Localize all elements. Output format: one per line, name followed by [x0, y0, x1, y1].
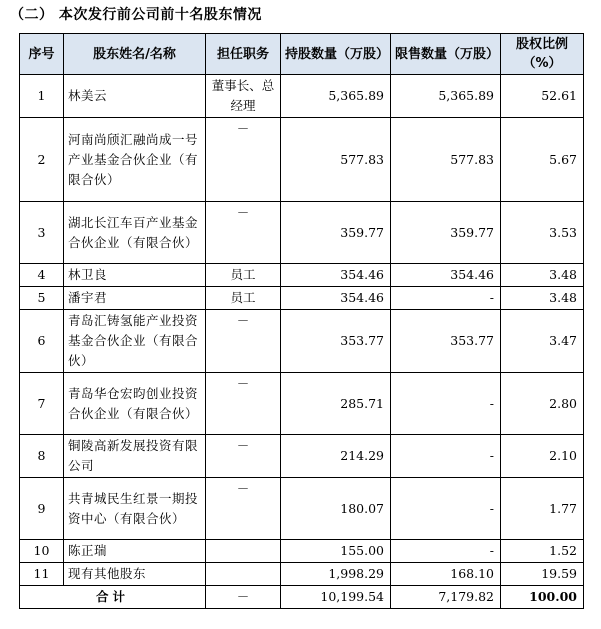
- table-row: [20, 435, 584, 478]
- row-restricted: 168.10: [391, 563, 501, 586]
- row-restricted: 577.83: [391, 118, 501, 202]
- row-name: 湖北长江车百产业基金合伙企业（有限合伙）: [64, 202, 206, 264]
- row-ratio: 2.80: [501, 373, 584, 435]
- row-restricted: -: [391, 373, 501, 435]
- table-row: [20, 373, 584, 435]
- row-no: 9: [20, 478, 64, 540]
- row-position: 员工: [206, 264, 281, 287]
- table-row: [20, 287, 584, 310]
- row-no: 7: [20, 373, 64, 435]
- total-label: 合计: [20, 586, 206, 609]
- header-held: 持股数量（万股）: [281, 34, 391, 75]
- row-position: －: [206, 435, 281, 478]
- table-row: [20, 563, 584, 586]
- row-no: 10: [20, 540, 64, 563]
- row-position: [206, 563, 281, 586]
- row-ratio: 52.61: [501, 75, 584, 118]
- row-position: －: [206, 202, 281, 264]
- row-position: 董事长、总经理: [206, 75, 281, 118]
- table-header-row: [20, 34, 584, 75]
- row-restricted: 359.77: [391, 202, 501, 264]
- table-row: [20, 202, 584, 264]
- row-restricted: 5,365.89: [391, 75, 501, 118]
- row-restricted: -: [391, 478, 501, 540]
- total-ratio: 100.00: [501, 586, 584, 609]
- row-restricted: -: [391, 287, 501, 310]
- row-held: 285.71: [281, 373, 391, 435]
- row-restricted: 353.77: [391, 310, 501, 373]
- row-restricted: -: [391, 435, 501, 478]
- row-no: 4: [20, 264, 64, 287]
- row-ratio: 3.47: [501, 310, 584, 373]
- header-no: 序号: [20, 34, 64, 75]
- table-row: [20, 75, 584, 118]
- row-ratio: 1.52: [501, 540, 584, 563]
- row-held: 353.77: [281, 310, 391, 373]
- total-restricted: 7,179.82: [391, 586, 501, 609]
- row-held: 180.07: [281, 478, 391, 540]
- row-position: －: [206, 118, 281, 202]
- row-no: 11: [20, 563, 64, 586]
- row-held: 155.00: [281, 540, 391, 563]
- table-row: [20, 310, 584, 373]
- row-name: 潘宇君: [64, 287, 206, 310]
- total-held: 10,199.54: [281, 586, 391, 609]
- row-name: 陈正瑞: [64, 540, 206, 563]
- row-held: 577.83: [281, 118, 391, 202]
- row-ratio: 19.59: [501, 563, 584, 586]
- row-name: 林卫良: [64, 264, 206, 287]
- row-name: 现有其他股东: [64, 563, 206, 586]
- table-row: [20, 264, 584, 287]
- row-ratio: 3.53: [501, 202, 584, 264]
- row-ratio: 3.48: [501, 264, 584, 287]
- row-ratio: 1.77: [501, 478, 584, 540]
- section-title: （二） 本次发行前公司前十名股东情况: [10, 7, 262, 23]
- row-name: 林美云: [64, 75, 206, 118]
- shareholder-table: [19, 33, 584, 609]
- row-position: －: [206, 310, 281, 373]
- row-position: －: [206, 373, 281, 435]
- row-no: 5: [20, 287, 64, 310]
- header-restricted: 限售数量（万股）: [391, 34, 501, 75]
- row-name: 青岛华仓宏昀创业投资合伙企业（有限合伙）: [64, 373, 206, 435]
- row-held: 5,365.89: [281, 75, 391, 118]
- row-no: 1: [20, 75, 64, 118]
- row-name: 河南尚颀汇融尚成一号产业基金合伙企业（有限合伙）: [64, 118, 206, 202]
- total-row: [20, 586, 584, 609]
- row-ratio: 3.48: [501, 287, 584, 310]
- header-position: 担任职务: [206, 34, 281, 75]
- row-held: 1,998.29: [281, 563, 391, 586]
- row-no: 3: [20, 202, 64, 264]
- total-position: －: [206, 586, 281, 609]
- row-ratio: 2.10: [501, 435, 584, 478]
- row-name: 共青城民生红景一期投资中心（有限合伙）: [64, 478, 206, 540]
- row-held: 359.77: [281, 202, 391, 264]
- row-ratio: 5.67: [501, 118, 584, 202]
- row-position: 员工: [206, 287, 281, 310]
- row-no: 6: [20, 310, 64, 373]
- table-row: [20, 118, 584, 202]
- header-ratio: 股权比例（%）: [501, 34, 584, 75]
- table-row: [20, 540, 584, 563]
- row-no: 8: [20, 435, 64, 478]
- header-name: 股东姓名/名称: [64, 34, 206, 75]
- row-held: 354.46: [281, 287, 391, 310]
- row-restricted: -: [391, 540, 501, 563]
- row-held: 354.46: [281, 264, 391, 287]
- row-no: 2: [20, 118, 64, 202]
- row-held: 214.29: [281, 435, 391, 478]
- row-restricted: 354.46: [391, 264, 501, 287]
- row-position: [206, 540, 281, 563]
- row-name: 铜陵高新发展投资有限公司: [64, 435, 206, 478]
- row-position: －: [206, 478, 281, 540]
- table-row: [20, 478, 584, 540]
- row-name: 青岛汇铸氢能产业投资基金合伙企业（有限合伙）: [64, 310, 206, 373]
